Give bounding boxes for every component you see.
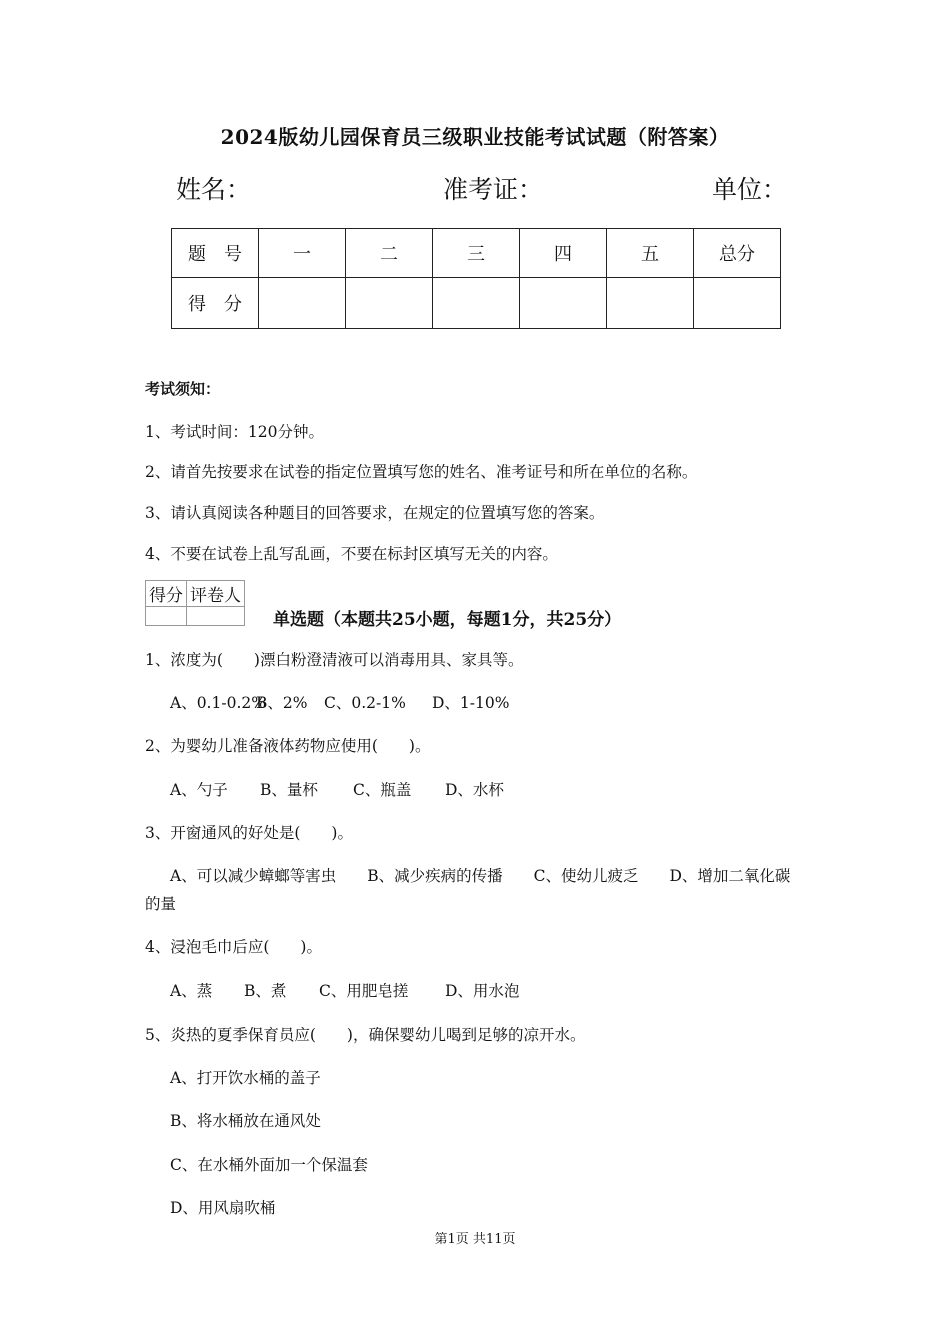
question-stem: 2、为婴幼儿准备液体药物应使用( )。 [145, 737, 431, 755]
question-options [170, 778, 504, 800]
question-options [170, 979, 519, 1001]
question-options: A、可以减少蟑螂等害虫 B、减少疾病的传播 C、使幼儿疲乏 D、增加二氧化碳 [170, 867, 791, 885]
grader-name-cell [187, 607, 245, 626]
score-table-header: 二 [346, 229, 433, 278]
option: C、0.2-1% [324, 694, 406, 712]
score-table-header: 五 [607, 229, 694, 278]
option: B、将水桶放在通风处 [170, 1112, 321, 1130]
grader-name-label: 评卷人 [187, 581, 245, 607]
option: A、勺子 [170, 781, 228, 799]
notice-item: 3、请认真阅读各种题目的回答要求，在规定的位置填写您的答案。 [145, 504, 605, 522]
page-footer: 第1页 共11页 [434, 1232, 516, 1247]
notice-item: 4、不要在试卷上乱写乱画，不要在标封区填写无关的内容。 [145, 545, 558, 563]
option: D、1-10% [432, 694, 510, 712]
exam-id-field-label: 准考证： [443, 175, 544, 204]
question-stem: 1、浓度为( )漂白粉澄清液可以消毒用具、家具等。 [145, 651, 524, 669]
question-options-wrap: 的量 [145, 895, 177, 913]
option: A、打开饮水桶的盖子 [170, 1069, 321, 1087]
score-cell [607, 278, 694, 329]
option: D、用风扇吹桶 [170, 1199, 276, 1217]
option: D、用水泡 [445, 982, 520, 1000]
option: D、水杯 [445, 781, 504, 799]
score-table-header: 总分 [694, 229, 781, 278]
option: C、瓶盖 [353, 781, 412, 799]
grader-score-label: 得分 [146, 581, 187, 607]
section-title: 单选题（本题共25小题，每题1分，共25分） [273, 610, 622, 630]
grader-box [145, 580, 245, 626]
option: C、在水桶外面加一个保温套 [170, 1156, 368, 1174]
option: B、量杯 [260, 781, 318, 799]
score-table-header: 一 [259, 229, 346, 278]
score-cell [433, 278, 520, 329]
score-cell [520, 278, 607, 329]
question-options [170, 691, 509, 713]
notice-heading: 考试须知： [145, 380, 221, 398]
option: B、2% [256, 694, 308, 712]
score-table [171, 228, 781, 329]
option: C、用肥皂搓 [319, 982, 409, 1000]
score-cell [694, 278, 781, 329]
unit-field-label: 单位： [712, 175, 788, 204]
name-field-label: 姓名： [176, 175, 252, 204]
score-cell [346, 278, 433, 329]
notice-item: 1、考试时间：120分钟。 [145, 423, 324, 441]
score-table-header: 三 [433, 229, 520, 278]
score-cell [259, 278, 346, 329]
question-stem: 5、炎热的夏季保育员应( )，确保婴幼儿喝到足够的凉开水。 [145, 1026, 586, 1044]
question-stem: 4、浸泡毛巾后应( )。 [145, 938, 322, 956]
notice-item: 2、请首先按要求在试卷的指定位置填写您的姓名、准考证号和所在单位的名称。 [145, 463, 698, 481]
option: A、0.1-0.2% [170, 694, 266, 712]
score-table-header: 四 [520, 229, 607, 278]
score-table-row-label: 题 号 [172, 229, 259, 278]
grader-score-cell [146, 607, 187, 626]
question-stem: 3、开窗通风的好处是( )。 [145, 824, 353, 842]
option: B、煮 [244, 982, 287, 1000]
document-title: 2024版幼儿园保育员三级职业技能考试试题（附答案） [220, 125, 730, 149]
option: A、蒸 [170, 982, 213, 1000]
score-table-row-label: 得 分 [172, 278, 259, 329]
